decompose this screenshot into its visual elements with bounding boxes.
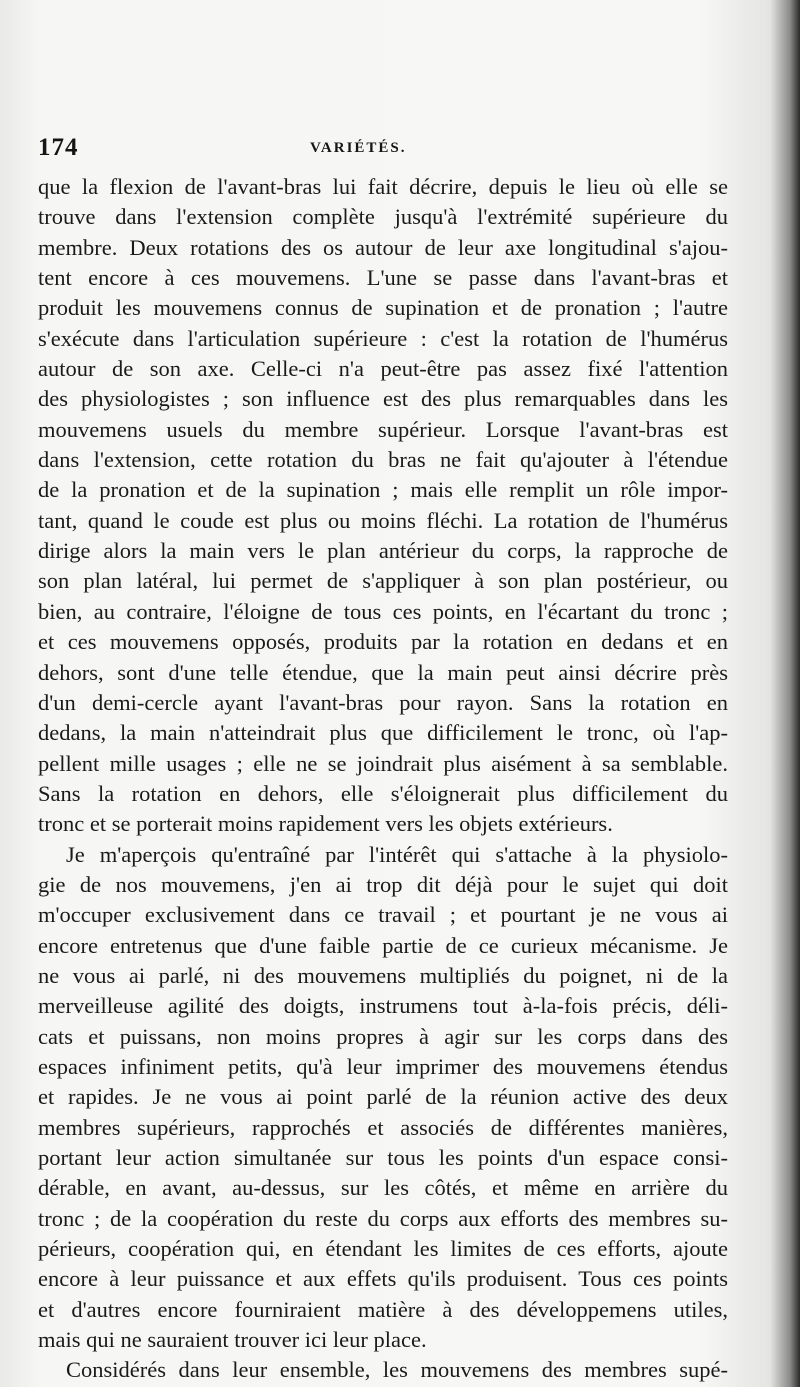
- text-line: dérable, en avant, au-dessus, sur les côtés, et même en arrière du: [38, 1175, 728, 1201]
- text-line: dedans, la main n'atteindrait plus que difficilement le tronc, où l'ap-: [38, 720, 728, 746]
- text-line: Je m'aperçois qu'entraîné par l'intérêt qui s'attache à la physiolo-: [66, 841, 728, 867]
- text-line: autour de son axe. Celle-ci n'a peut-être pas assez fixé l'attention: [38, 356, 728, 382]
- text-line: tronc ; de la coopération du reste du corps aux efforts des membres su-: [38, 1205, 728, 1231]
- text-line: encore à leur puissance et aux effets qu'ils produisent. Tous ces points: [38, 1266, 728, 1292]
- page-number: 174: [38, 134, 79, 161]
- text-line: trouve dans l'extension complète jusqu'à l'extrémité supérieure du: [38, 204, 728, 230]
- text-line: portant leur action simultanée sur tous les points d'un espace consi-: [38, 1145, 728, 1170]
- text-line: Considérés dans leur ensemble, les mouvemens des membres supé-: [66, 1357, 728, 1383]
- page-header: [38, 134, 728, 168]
- text-line: et d'autres encore fourniraient matière à des développemens utiles,: [38, 1296, 728, 1322]
- text-line: membres supérieurs, rapprochés et associés de différentes manières,: [38, 1114, 728, 1140]
- text-line: membre. Deux rotations des os autour de leur axe longitudinal s'ajou-: [38, 234, 728, 260]
- text-line: son plan latéral, lui permet de s'appliquer à son plan postérieur, ou: [38, 568, 728, 594]
- text-line: encore entretenus que d'une faible partie de ce curieux mécanisme. Je: [38, 932, 728, 958]
- text-line: bien, au contraire, l'éloigne de tous ces points, en l'écartant du tronc ;: [38, 598, 728, 624]
- text-line: produit les mouvemens connus de supination et de pronation ; l'autre: [38, 295, 728, 321]
- text-line: Sans la rotation en dehors, elle s'éloignerait plus difficilement du: [38, 780, 728, 806]
- text-line: espaces infiniment petits, qu'à leur imprimer des mouvemens étendus: [38, 1053, 728, 1079]
- text-line: dirige alors la main vers le plan antérieur du corps, la rapproche de: [38, 538, 728, 564]
- text-line: tant, quand le coude est plus ou moins fléchi. La rotation de l'humérus: [38, 507, 728, 533]
- text-line: pellent mille usages ; elle ne se joindrait plus aisément à sa semblable.: [38, 750, 728, 776]
- text-line: tent encore à ces mouvemens. L'une se passe dans l'avant-bras et: [38, 265, 728, 291]
- text-line: d'un demi-cercle ayant l'avant-bras pour rayon. Sans la rotation en: [38, 689, 728, 715]
- text-line: et ces mouvemens opposés, produits par la rotation en dedans et en: [38, 629, 728, 655]
- text-line: gie de nos mouvemens, j'en ai trop dit déjà pour le sujet qui doit: [38, 871, 728, 897]
- text-line: dans l'extension, cette rotation du bras ne fait qu'ajouter à l'étendue: [38, 447, 728, 473]
- text-line: de la pronation et de la supination ; mais elle remplit un rôle impor-: [38, 477, 728, 503]
- body-text: [38, 172, 728, 1386]
- running-title: VARIÉTÉS.: [310, 140, 407, 156]
- text-line: et rapides. Je ne vous ai point parlé de la réunion active des deux: [38, 1084, 728, 1110]
- text-line: m'occuper exclusivement dans ce travail ; et pourtant je ne vous ai: [38, 902, 728, 928]
- text-line: que la flexion de l'avant-bras lui fait décrire, depuis le lieu où elle se: [38, 174, 728, 199]
- text-line: des physiologistes ; son influence est des plus remarquables dans les: [38, 386, 728, 412]
- text-line: mouvemens usuels du membre supérieur. Lorsque l'avant-bras est: [38, 416, 728, 442]
- text-line: mais qui ne sauraient trouver ici leur place.: [38, 1327, 427, 1353]
- text-line: ne vous ai parlé, ni des mouvemens multipliés du poignet, ni de la: [38, 962, 728, 988]
- text-line: merveilleuse agilité des doigts, instrumens tout à-la-fois précis, déli-: [38, 993, 728, 1019]
- text-line: s'exécute dans l'articulation supérieure : c'est la rotation de l'humérus: [38, 325, 728, 351]
- text-line: tronc et se porterait moins rapidement vers les objets extérieurs.: [38, 811, 613, 837]
- text-line: cats et puissans, non moins propres à agir sur les corps dans des: [38, 1023, 728, 1049]
- text-line: périeurs, coopération qui, en étendant les limites de ces efforts, ajoute: [38, 1236, 728, 1262]
- text-line: dehors, sont d'une telle étendue, que la main peut ainsi décrire près: [38, 659, 728, 685]
